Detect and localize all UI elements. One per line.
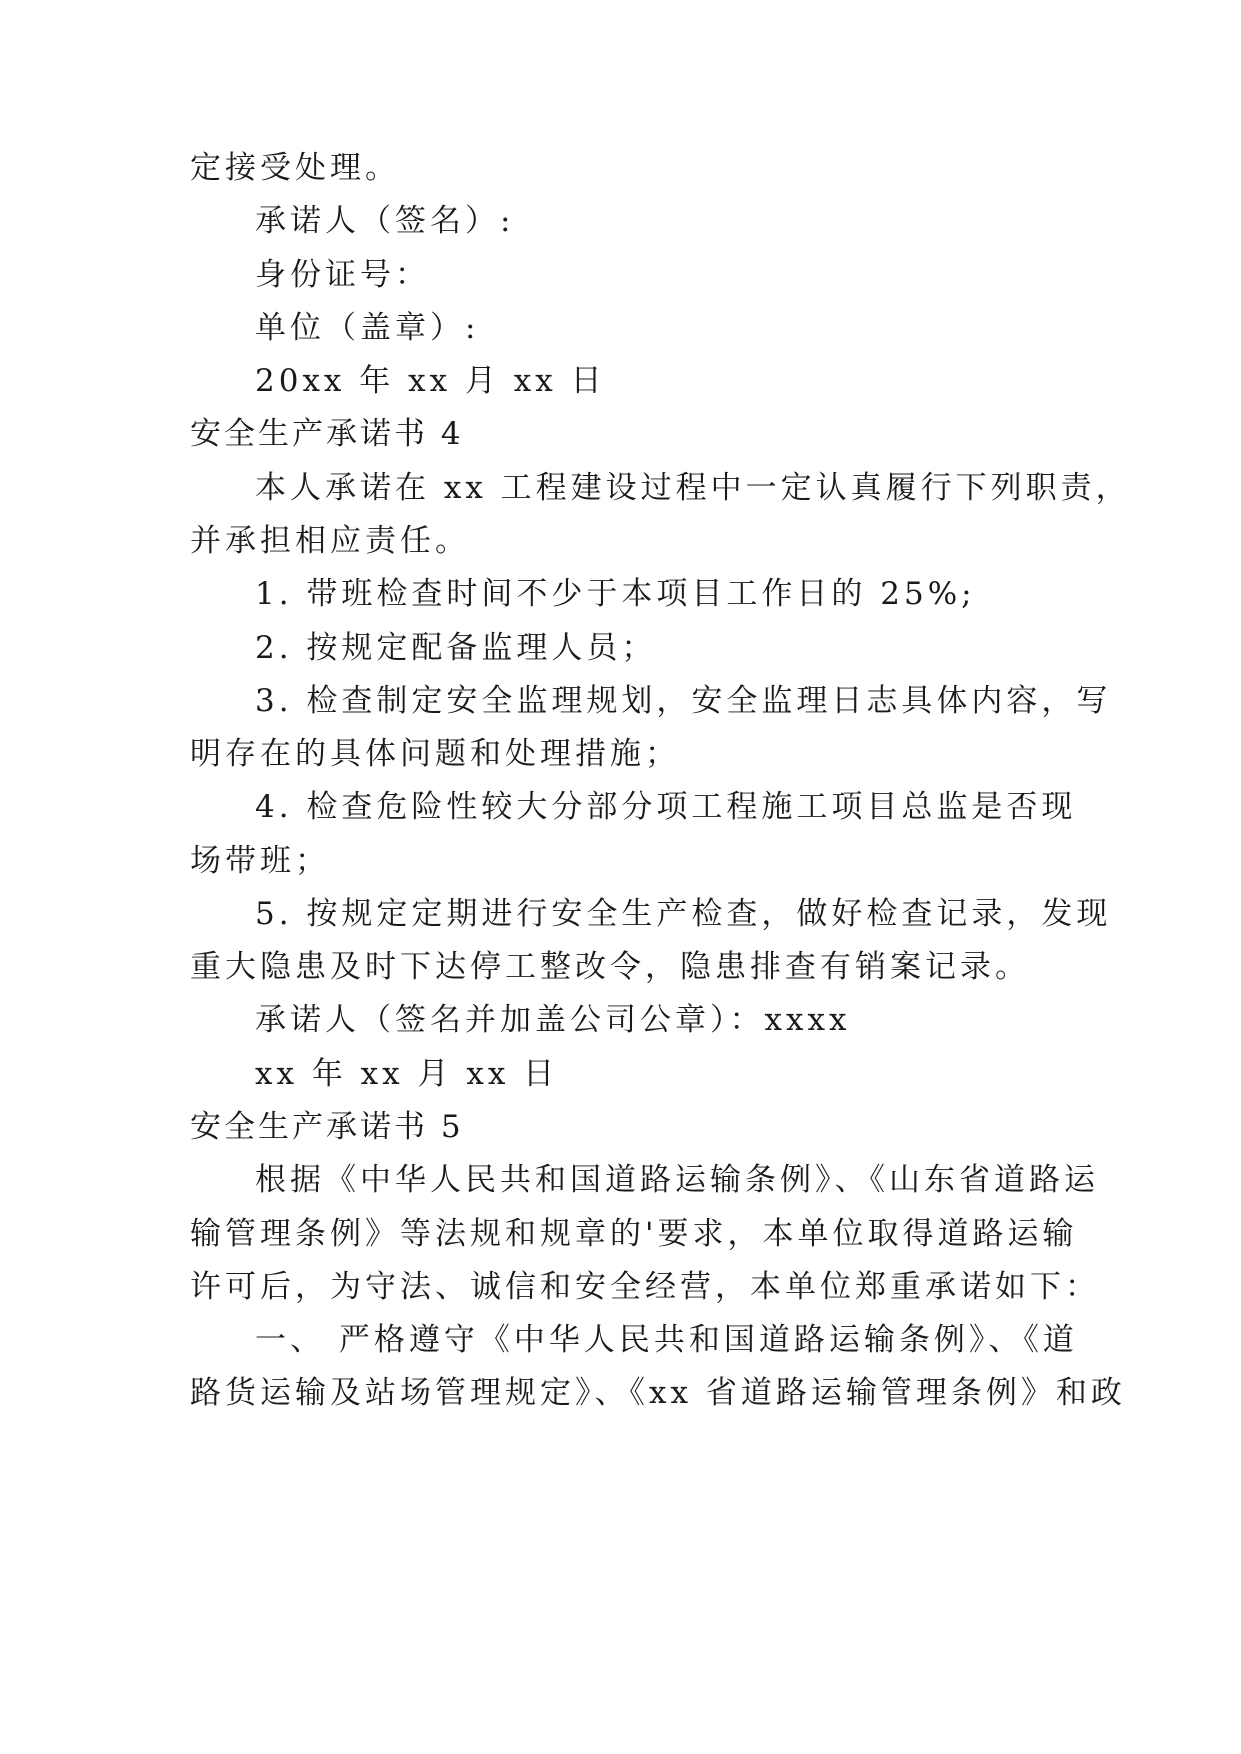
text-line: 定接受处理。 bbox=[190, 150, 400, 186]
date-line: 20xx 年 xx 月 xx 日 bbox=[255, 363, 606, 399]
text-line: 许可后，为守法、诚信和安全经营，本单位郑重承诺如下： bbox=[190, 1269, 1100, 1305]
unit-seal-label: 单位（盖章）: bbox=[255, 310, 480, 346]
text-line: 明存在的具体问题和处理措施； bbox=[190, 736, 680, 772]
list-item: 1. 带班检查时间不少于本项目工作日的 25%; bbox=[255, 576, 976, 612]
text-line: 重大隐患及时下达停工整改令，隐患排查有销案记录。 bbox=[190, 949, 1030, 985]
text-line: 根据《中华人民共和国道路运输条例》、《山东省道路运 bbox=[255, 1162, 1099, 1198]
text-line: 并承担相应责任。 bbox=[190, 523, 470, 559]
list-item: 5. 按规定定期进行安全生产检查，做好检查记录，发现 bbox=[255, 896, 1112, 932]
text-line: 输管理条例》等法规和规章的'要求，本单位取得道路运输 bbox=[190, 1216, 1078, 1252]
text-line: 本人承诺在 xx 工程建设过程中一定认真履行下列职责， bbox=[255, 470, 1131, 506]
text-line: 路货运输及站场管理规定》、《xx 省道路运输管理条例》和政 bbox=[190, 1375, 1126, 1411]
list-item: 4. 检查危险性较大分部分项工程施工项目总监是否现 bbox=[255, 789, 1077, 825]
signer-label: 承诺人（签名）: bbox=[255, 203, 515, 239]
signer-label: 承诺人（签名并加盖公司公章）：xxxx bbox=[255, 1002, 851, 1038]
list-item: 3. 检查制定安全监理规划，安全监理日志具体内容，写 bbox=[255, 683, 1112, 719]
list-item: 2. 按规定配备监理人员； bbox=[255, 630, 657, 666]
text-line: 场带班； bbox=[190, 843, 330, 879]
id-number-label: 身份证号： bbox=[255, 257, 430, 293]
section-heading: 安全生产承诺书 5 bbox=[190, 1109, 464, 1145]
list-item: 一、 严格遵守《中华人民共和国道路运输条例》、《道 bbox=[255, 1322, 1078, 1358]
date-line: xx 年 xx 月 xx 日 bbox=[255, 1056, 559, 1092]
section-heading: 安全生产承诺书 4 bbox=[190, 416, 464, 452]
